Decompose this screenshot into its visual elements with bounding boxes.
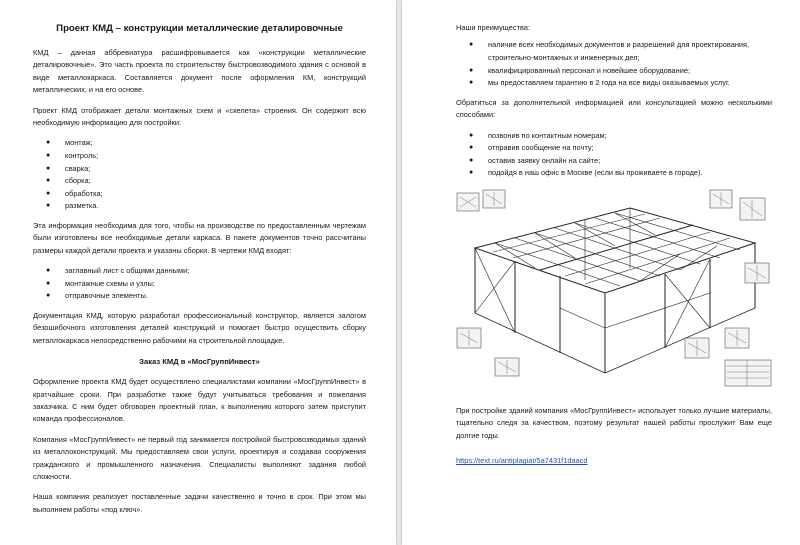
paragraph-ordering: Оформление проекта КМД будет осуществлено специалистами компании «МосГруппИнвест» в кратчайшие сроки. При разработке также будут учитываться требования и пожелания заказчика. С ним будет обговорен проектный план, к выполнению которого затем приступит команда профессионалов. — [33, 377, 366, 424]
list-item: ● сборка; — [33, 175, 366, 188]
paragraph-documentation: Документация КМД, которую разработал профессиональный конструктор, является залогом безошибочного изготовления деталей конструкций и помогает быстро осуществить сборку металлокаркаса непосредственно рабочими на строительной площадке. — [33, 311, 366, 345]
bullet-icon: ● — [46, 177, 51, 185]
paragraph-quality: При постройке зданий компания «МосГруппИнвест» использует только лучшие материалы, тщательно следя за качеством, поэтому результат нашей работы прослужит Вам еще долгие годы. — [456, 405, 772, 440]
list-kmd-drawings — [33, 265, 366, 303]
list-item: ● мы предоставляем гарантию в 2 года на все виды оказываемых услуг. — [456, 77, 772, 90]
antiplagiat-link[interactable]: https://text.ru/antiplagiat/5a7431f1daacd — [456, 456, 588, 466]
list-construction-info — [33, 137, 366, 213]
list-item: ● заглавный лист с общими данными; — [33, 265, 366, 278]
list-item: ● обработка; — [33, 188, 366, 201]
paragraph-kmd-content: Проект КМД отображает детали монтажных схем и «скелета» строения. Он содержит всю необходимую информацию для постройки: — [33, 105, 366, 128]
list-item: ● подойдя в наш офис в Москве (если вы проживаете в городе). — [456, 167, 772, 180]
list-item: ● монтажные схемы и узлы; — [33, 278, 366, 291]
list-contact-methods — [456, 130, 772, 180]
bullet-icon: ● — [46, 202, 51, 210]
paragraph-contact: Обратиться за дополнительной информацией или консультацией можно несколькими способами: — [456, 97, 772, 120]
list-item: ● монтаж; — [33, 137, 366, 150]
bullet-icon: ● — [469, 66, 474, 74]
steel-frame-drawing — [455, 188, 775, 393]
list-item: ● оставив заявку онлайн на сайте; — [456, 155, 772, 168]
list-item: ● разметка. — [33, 200, 366, 213]
paragraph-company: Компания «МосГруппИнвест» не первый год занимается постройкой быстровозводимых зданий из металлоконструкций. Мы предоставляем свои услуги, проектируя и создавая сооружения гражданского и промышленного назначения. Специалисты выполняют задания любой сложности. — [33, 434, 366, 482]
bullet-icon: ● — [46, 189, 51, 197]
document-page-right — [402, 0, 800, 545]
bullet-icon: ● — [469, 131, 474, 139]
paragraph-turnkey: Наша компания реализует поставленные задачи качественно и точно в срок. При этом мы выполняем работы «под ключ». — [33, 492, 366, 514]
list-item: ● наличие всех необходимых документов и разрешений для проектирования, строительно-монтажных и инженерных дел; — [469, 40, 750, 62]
list-item: ● сварка; — [33, 163, 366, 176]
bullet-icon: ● — [46, 267, 51, 275]
bullet-icon: ● — [469, 41, 474, 49]
steel-frame-illustration — [455, 188, 775, 393]
section-heading: Заказ КМД в «МосГруппИнвест» — [139, 357, 260, 367]
bullet-icon: ● — [46, 164, 51, 172]
bullet-icon: ● — [46, 279, 51, 287]
bullet-icon: ● — [469, 156, 474, 164]
bullet-icon: ● — [46, 152, 51, 160]
bullet-icon: ● — [46, 139, 51, 147]
bullet-icon: ● — [469, 79, 474, 87]
list-item: ● отправив сообщение на почту; — [456, 142, 772, 155]
paragraph-kmd-definition: КМД – данная аббревиатура расшифровывается как «конструкции металлические деталировочные». Это часть проекта по строительству быстровозводимого здания с основой в виде металлокаркаса. Составляется документ после оформления КМ, конструкций металлических, и на его основе. — [33, 48, 366, 95]
document-page-left — [0, 0, 396, 545]
list-advantages — [456, 39, 772, 89]
list-item: ● контроль; — [33, 150, 366, 163]
list-item: ● квалифицированный персонал и новейшее оборудование; — [456, 65, 772, 78]
list-item: ● позвонив по контактным номерам; — [456, 130, 772, 143]
list-item: ● отправочные элементы. — [33, 290, 366, 303]
paragraph-drawings: Эта информация необходима для того, чтобы на производстве по предоставленным чертежам были изготовлены все необходимые детали каркаса. В пакете документов точно рассчитаны размеры каждой детали проекта и указаны сборки. В чертежи КМД входят: — [33, 221, 366, 255]
advantages-heading: Наши преимущества: — [456, 23, 530, 32]
page-title: Проект КМД – конструкции металлические деталировочные — [56, 23, 343, 34]
bullet-icon: ● — [46, 292, 51, 300]
bullet-icon: ● — [469, 169, 474, 177]
bullet-icon: ● — [469, 144, 474, 152]
